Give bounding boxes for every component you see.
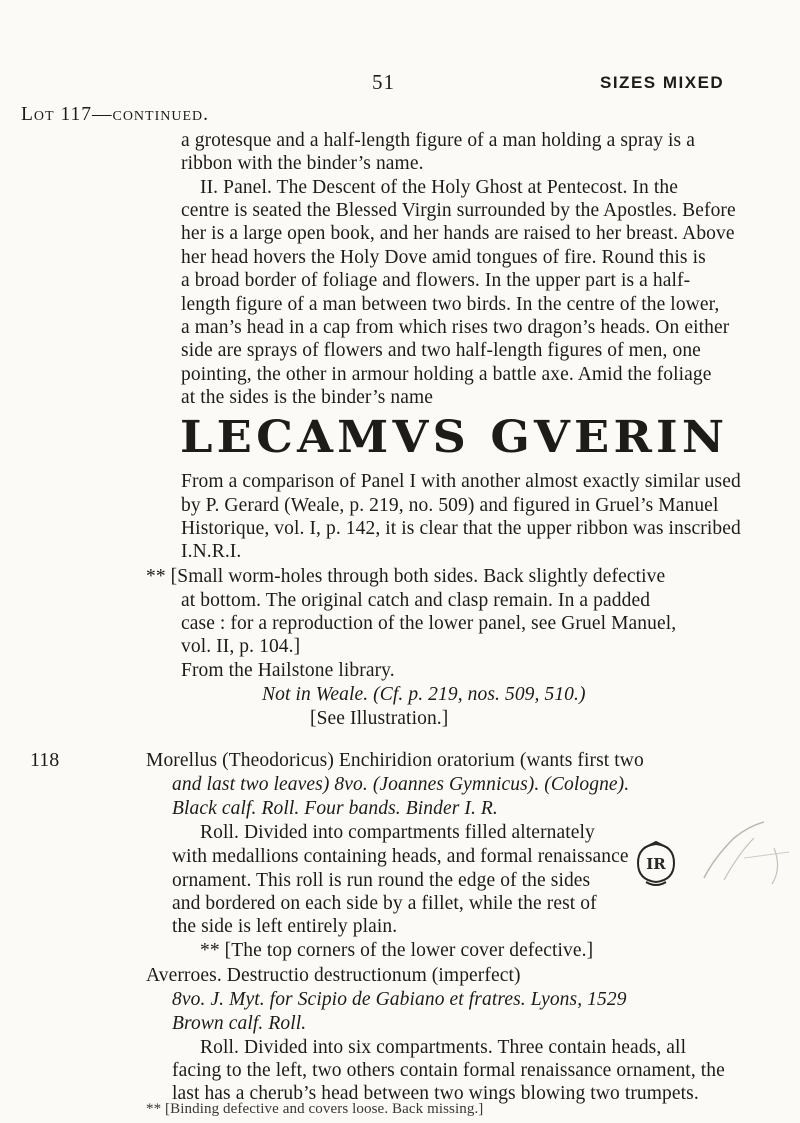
desc-line: the side is left entirely plain. — [172, 916, 398, 937]
page-number: 51 — [372, 70, 395, 94]
text-line: ribbon with the binder’s name. — [181, 153, 424, 174]
condition-line: ** [The top corners of the lower cover defective.] — [200, 940, 594, 961]
condition-line: at bottom. The original catch and clasp remain. In a padded — [181, 590, 651, 611]
item-title-line: Averroes. Destructio destructionum (imperfect) — [146, 965, 521, 986]
text-line: I.N.R.I. — [181, 541, 242, 562]
text-line: a man’s head in a cap from which rises two dragon’s heads. On either — [181, 317, 730, 338]
text-line: Historique, vol. I, p. 142, it is clear that the upper ribbon was inscribed — [181, 518, 741, 539]
item-binding: Black calf. Roll. Four bands. Binder I. R. — [172, 798, 498, 819]
illustration-note: [See Illustration.] — [310, 708, 449, 729]
lot-117-label — [21, 104, 209, 126]
desc-line: Roll. Divided into six compartments. Three contain heads, all — [200, 1037, 687, 1058]
condition-line: vol. II, p. 104.] — [181, 636, 301, 657]
text-line: at the sides is the binder’s name — [181, 387, 434, 408]
text-line: pointing, the other in armour holding a battle axe. Amid the foliage — [181, 364, 712, 385]
lot-118-number: 118 — [30, 749, 60, 771]
binder-stamp-icon — [630, 838, 682, 888]
text-line: her head hovers the Holy Dove amid tongues of fire. Round this is — [181, 247, 706, 268]
text-line: by P. Gerard (Weale, p. 219, no. 509) and figured in Gruel’s Manuel — [181, 495, 719, 516]
item-title-line: Morellus (Theodoricus) Enchiridion oratorium (wants first two — [146, 750, 644, 771]
condition-line: case : for a reproduction of the lower panel, see Gruel Manuel, — [181, 613, 677, 634]
text-line: a grotesque and a half-length figure of a man holding a spray is a — [181, 130, 695, 151]
desc-line: Roll. Divided into compartments filled alternately — [200, 822, 595, 843]
desc-line: ornament. This roll is run round the edge of the sides — [172, 870, 591, 891]
item-title-line — [172, 773, 629, 797]
desc-line: with medallions containing heads, and formal renaissance — [172, 846, 629, 867]
item-binding-line — [172, 797, 498, 821]
item-imprint-line — [172, 988, 627, 1012]
desc-line: facing to the left, two others contain formal renaissance ornament, the — [172, 1060, 725, 1081]
weale-note-text: Not in Weale. (Cf. p. 219, nos. 509, 510.) — [262, 684, 586, 705]
text-line: From a comparison of Panel I with another almost exactly similar used — [181, 471, 741, 492]
text-line: II. Panel. The Descent of the Holy Ghost at Pentecost. In the — [200, 177, 678, 198]
text-line: length figure of a man between two birds. In the centre of the lower, — [181, 294, 720, 315]
provenance: From the Hailstone library. — [181, 660, 395, 681]
lot-117-heading: Lot 117—continued. — [21, 104, 210, 125]
item-binding-line — [172, 1012, 306, 1036]
text-line: centre is seated the Blessed Virgin surrounded by the Apostles. Before — [181, 200, 736, 221]
condition-line: ** [Small worm-holes through both sides. Back slightly defective — [146, 566, 666, 587]
item-binding: Brown calf. Roll. — [172, 1013, 307, 1034]
binder-stamp-letters: IR — [646, 855, 666, 873]
text-line: her is a large open book, and her hands are raised to her breast. Above — [181, 223, 735, 244]
section-title: SIZES MIXED — [600, 73, 725, 92]
desc-line: last has a cherub’s head between two wings blowing two trumpets. — [172, 1083, 699, 1104]
item-imprint: and last two leaves) 8vo. (Joannes Gymnicus). (Cologne). — [172, 774, 630, 795]
condition-line: ** [Binding defective and covers loose. Back missing.] — [146, 1101, 484, 1117]
text-line: side are sprays of flowers and two half-length figures of men, one — [181, 340, 701, 361]
desc-line: and bordered on each side by a fillet, while the rest of — [172, 893, 597, 914]
item-imprint: 8vo. J. Myt. for Scipio de Gabiano et fratres. Lyons, 1529 — [172, 989, 627, 1010]
binder-name-blackletter: LECAMVS GVERIN — [180, 412, 729, 463]
text-line: a broad border of foliage and flowers. In the upper part is a half- — [181, 270, 691, 291]
weale-note — [262, 683, 586, 707]
pencil-mark-icon — [694, 818, 794, 888]
